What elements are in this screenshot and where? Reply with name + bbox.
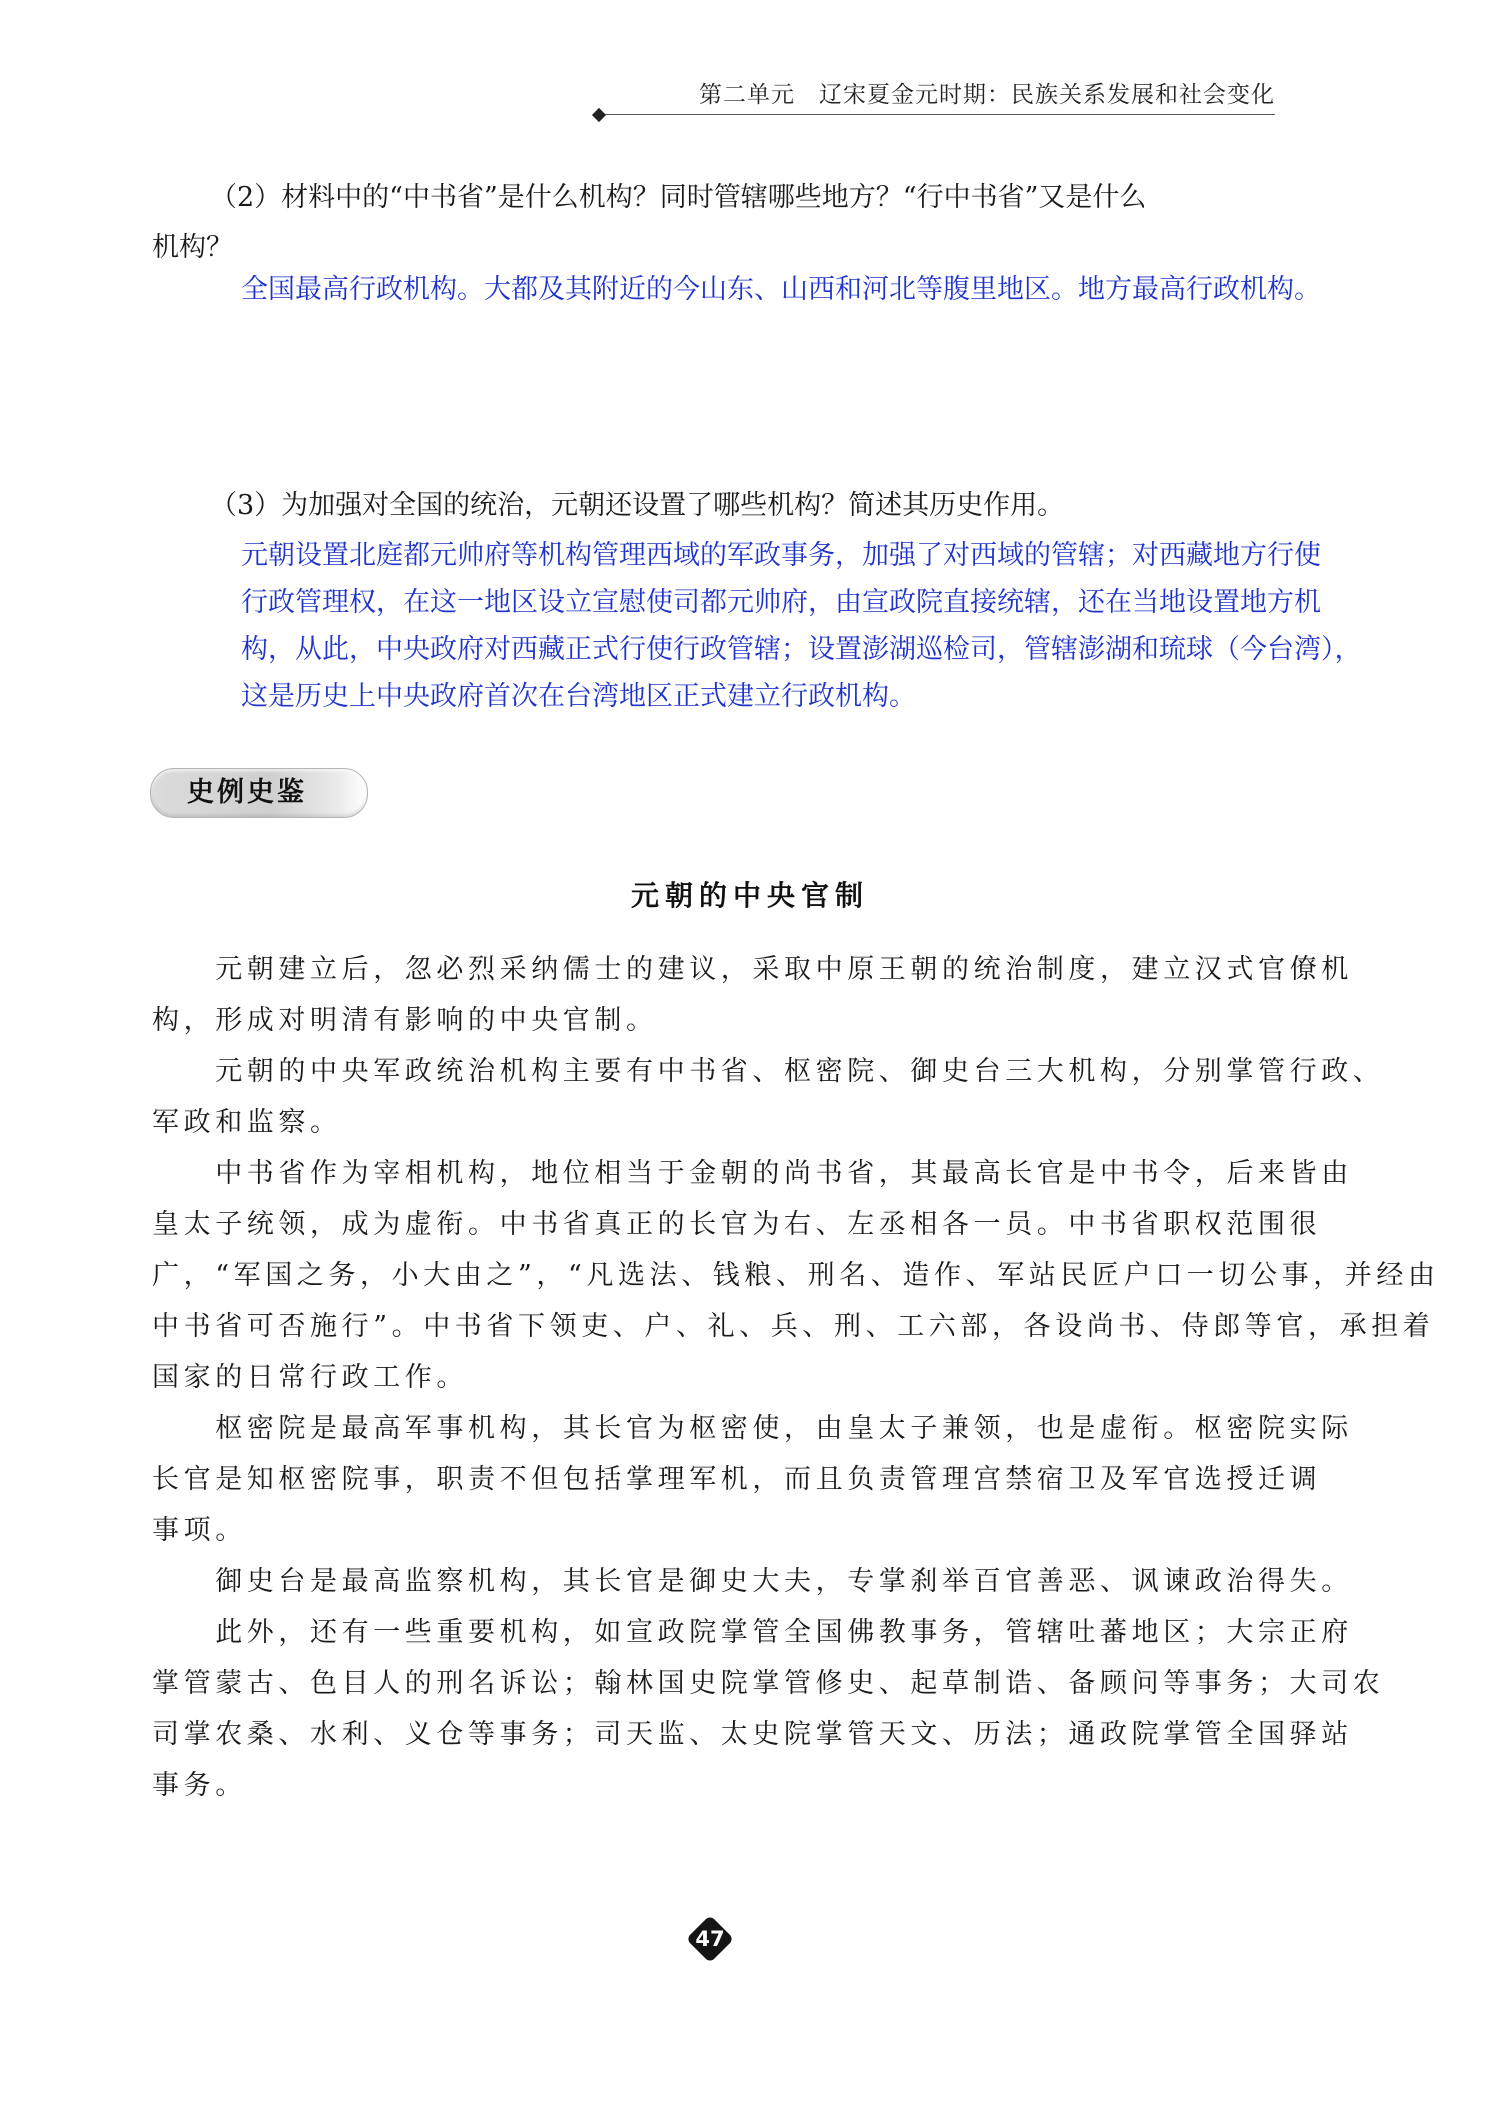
article-line: 事务。 [152, 1770, 247, 1801]
article-line: 枢密院是最高军事机构，其长官为枢密使，由皇太子兼领，也是虚衔。枢密院实际 [152, 1413, 1353, 1444]
article-line: 中书省可否施行”。中书省下领吏、户、礼、兵、刑、工六部，各设尚书、侍郎等官，承担着 [152, 1311, 1435, 1342]
question-2-line-2: 机构？ [152, 232, 233, 263]
article-line: 广，“军国之务，小大由之”，“凡选法、钱粮、刑名、造作、军站民匠户口一切公事，并经由 [152, 1260, 1440, 1291]
article-line: 司掌农桑、水利、义仓等事务；司天监、太史院掌管天文、历法；通政院掌管全国驿站 [152, 1719, 1353, 1750]
article-line: 皇太子统领，成为虚衔。中书省真正的长官为右、左丞相各一员。中书省职权范围很 [152, 1209, 1322, 1240]
article-line: 事项。 [152, 1515, 247, 1546]
answer-3 [241, 532, 1362, 720]
article-line: 长官是知枢密院事，职责不但包括掌理军机，而且负责管理宫禁宿卫及军官选授迁调 [152, 1464, 1322, 1495]
article-title: 元朝的中央官制 [630, 879, 869, 912]
article-line: 掌管蒙古、色目人的刑名诉讼；翰林国史院掌管修史、起草制诰、备顾问等事务；大司农 [152, 1668, 1385, 1699]
answer-2 [241, 266, 1321, 313]
answer-2-line: 全国最高行政机构。大都及其附近的今山东、山西和河北等腹里地区。地方最高行政机构。 [241, 274, 1321, 305]
question-2-line-1: （2）材料中的“中书省”是什么机构？同时管辖哪些地方？“行中书省”又是什么 [210, 182, 1147, 213]
header-title: 第二单元 辽宋夏金元时期：民族关系发展和社会变化 [699, 82, 1275, 108]
answer-3-line: 元朝设置北庭都元帅府等机构管理西域的军政事务，加强了对西域的管辖；对西藏地方行使 [241, 540, 1321, 571]
section-label: 史例史鉴 [187, 777, 307, 808]
page-number [688, 1917, 732, 1961]
answer-3-line: 这是历史上中央政府首次在台湾地区正式建立行政机构。 [241, 681, 916, 712]
article-line: 中书省作为宰相机构，地位相当于金朝的尚书省，其最高长官是中书令，后来皆由 [152, 1158, 1353, 1189]
article-line: 御史台是最高监察机构，其长官是御史大夫，专掌刹举百官善恶、讽谏政治得失。 [152, 1566, 1353, 1597]
page-number-text: 47 [695, 1927, 725, 1951]
article-line: 元朝的中央军政统治机构主要有中书省、枢密院、御史台三大机构，分别掌管行政、 [152, 1056, 1385, 1087]
answer-3-line: 构，从此，中央政府对西藏正式行使行政管辖；设置澎湖巡检司，管辖澎湖和琉球（今台湾）， [241, 634, 1362, 665]
article-line: 此外，还有一些重要机构，如宣政院掌管全国佛教事务，管辖吐蕃地区；大宗正府 [152, 1617, 1353, 1648]
question-3-line-1: （3）为加强对全国的统治，元朝还设置了哪些机构？简述其历史作用。 [210, 490, 1065, 521]
article-line: 构，形成对明清有影响的中央官制。 [152, 1005, 658, 1036]
article-line: 国家的日常行政工作。 [152, 1362, 468, 1393]
section-tag [150, 768, 368, 818]
article-line: 军政和监察。 [152, 1107, 342, 1138]
answer-3-line: 行政管理权，在这一地区设立宣慰使司都元帅府，由宣政院直接统辖，还在当地设置地方机 [241, 587, 1321, 618]
article-line: 元朝建立后，忽必烈采纳儒士的建议，采取中原王朝的统治制度，建立汉式官僚机 [152, 954, 1353, 985]
running-header [600, 74, 1275, 115]
diamond-icon [592, 108, 606, 122]
